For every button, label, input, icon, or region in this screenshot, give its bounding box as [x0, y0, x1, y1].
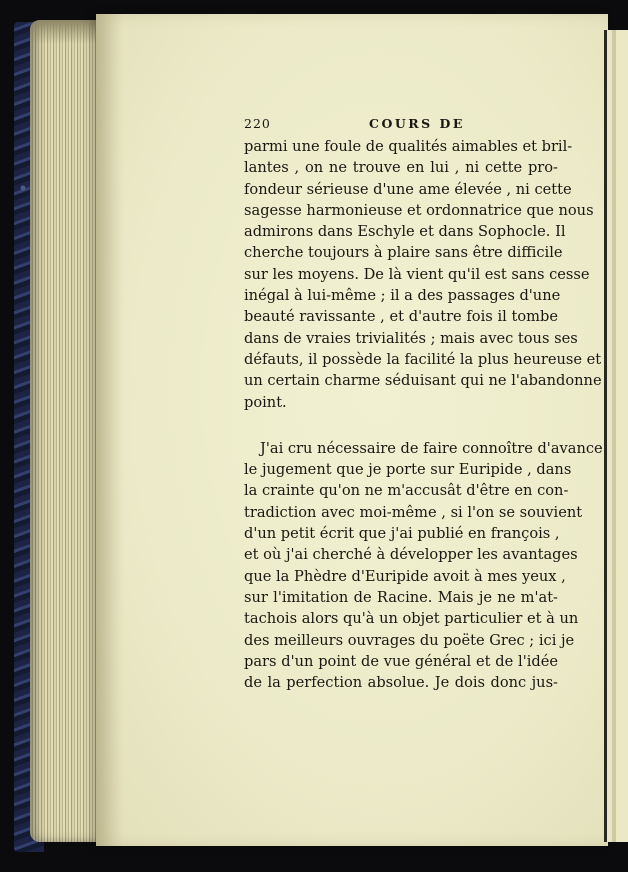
text-line: pars d'un point de vue général et de l'idée — [244, 652, 558, 670]
text-line: le jugement que je porte sur Euripide , dans — [244, 461, 572, 479]
text-line: fondeur sérieuse d'une ame élevée , ni cette — [244, 180, 572, 198]
page-number: 220 — [244, 116, 271, 131]
text-line: défauts, il possède la facilité la plus heureuse et — [244, 350, 602, 368]
text-line: sur l'imitation de Racine. Mais je ne m'at- — [244, 588, 558, 606]
text-line: que la Phèdre d'Euripide avoit à mes yeux , — [244, 567, 566, 585]
text-line: des meilleurs ouvrages du poëte Grec ; ici je — [244, 631, 575, 649]
text-line: d'un petit écrit que j'ai publié en françois , — [244, 525, 560, 543]
running-header — [244, 116, 558, 134]
text-line: point. — [244, 393, 287, 411]
paragraph-2 — [244, 438, 603, 694]
text-line: cherche toujours à plaire sans être difficile — [244, 244, 563, 262]
text-line: sur les moyens. De là vient qu'il est sans cesse — [244, 265, 590, 283]
text-line: dans de vraies trivialités ; mais avec tous ses — [244, 329, 578, 347]
text-line: la crainte qu'on ne m'accusât d'être en con- — [244, 482, 569, 500]
text-line: inégal à lui-même ; il a des passages d'une — [244, 287, 561, 305]
text-line: parmi une foule de qualités aimables et bril- — [244, 138, 573, 155]
text-line: admirons dans Eschyle et dans Sophocle. Il — [244, 223, 566, 241]
text-line: un certain charme séduisant qui ne l'abandonne — [244, 372, 602, 390]
paragraph-1 — [244, 136, 602, 413]
text-line: beauté ravissante , et d'autre fois il tombe — [244, 308, 558, 326]
text-line: tachois alors qu'à un objet particulier et à un — [244, 610, 579, 628]
text-line: sagesse harmonieuse et ordonnatrice que nous — [244, 201, 594, 219]
running-title: COURS DE — [369, 116, 465, 131]
text-line: lantes , on ne trouve en lui , ni cette pro- — [244, 159, 558, 177]
text-line: J'ai cru nécessaire de faire connoître d'avance — [260, 439, 603, 457]
text-line: et où j'ai cherché à développer les avantages — [244, 546, 578, 564]
text-line: tradiction avec moi-même , si l'on se souvient — [244, 503, 583, 521]
paragraph-gap — [244, 413, 558, 438]
page-text — [244, 116, 603, 693]
facing-page-edge — [604, 30, 628, 842]
text-line: de la perfection absolue. Je dois donc jus- — [244, 674, 558, 692]
